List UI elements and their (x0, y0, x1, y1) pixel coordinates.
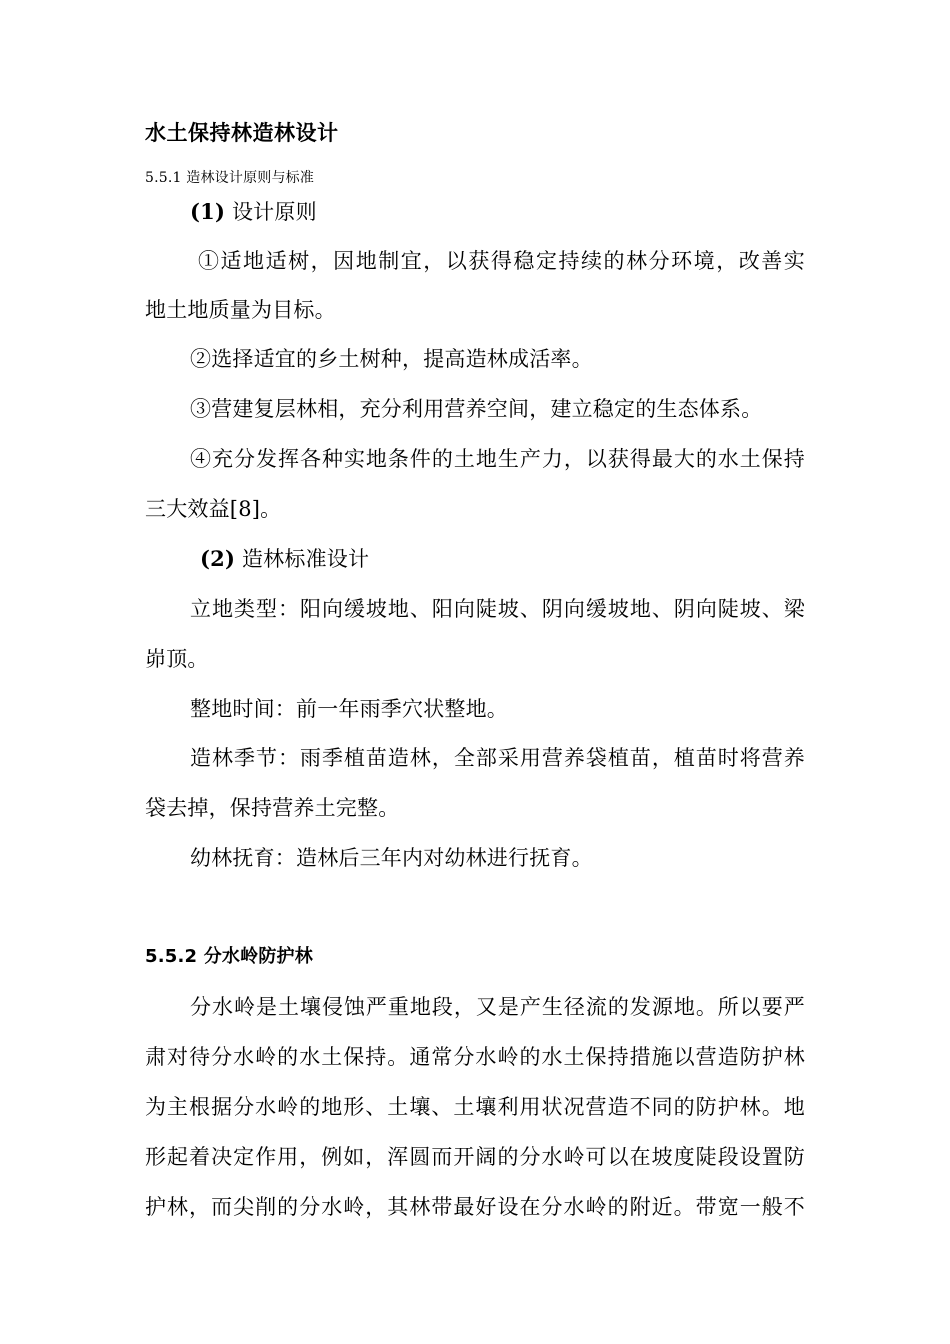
subheading-text: 设计原则 (231, 200, 317, 224)
paragraph-line: 立地类型：阳向缓坡地、阳向陡坡、阴向缓坡地、阴向陡坡、梁 (190, 597, 805, 621)
subheading-number: (2) (200, 546, 236, 571)
paragraph-line: 袋去掉，保持营养土完整。 (145, 796, 400, 820)
subheading-afforestation-standard (200, 544, 369, 574)
paragraph-line: 三大效益[8]。 (145, 497, 282, 521)
paragraph-line: ②选择适宜的乡土树种，提高造林成活率。 (190, 347, 593, 371)
paragraph-line: 为主根据分水岭的地形、土壤、土壤利用状况营造不同的防护林。地 (145, 1095, 805, 1119)
subheading-text: 造林标准设计 (241, 547, 370, 571)
paragraph-line: 分水岭是土壤侵蚀严重地段，又是产生径流的发源地。所以要严 (190, 995, 805, 1019)
section-heading-5-5-1: 5.5.1 造林设计原则与标准 (145, 170, 315, 186)
paragraph-line: 幼林抚育：造林后三年内对幼林进行抚育。 (190, 846, 593, 870)
paragraph-line: 峁顶。 (145, 647, 209, 671)
subheading-number: (1) (190, 199, 226, 224)
paragraph-line: 整地时间：前一年雨季穴状整地。 (190, 697, 508, 721)
paragraph-line: 护林，而尖削的分水岭，其林带最好设在分水岭的附近。带宽一般不 (145, 1195, 805, 1219)
paragraph-line: 造林季节：雨季植苗造林，全部采用营养袋植苗，植苗时将营养 (190, 746, 805, 770)
section-heading-5-5-2: 5.5.2 分水岭防护林 (145, 946, 313, 967)
paragraph-line: ①适地适树，因地制宜，以获得稳定持续的林分环境，改善实 (198, 249, 805, 273)
paragraph-line: ③营建复层林相，充分利用营养空间，建立稳定的生态体系。 (190, 397, 763, 421)
page-title: 水土保持林造林设计 (145, 121, 339, 145)
paragraph-line: 地土地质量为目标。 (145, 298, 336, 322)
paragraph-line: 形起着决定作用，例如，浑圆而开阔的分水岭可以在坡度陡段设置防 (145, 1145, 805, 1169)
paragraph-line: ④充分发挥各种实地条件的土地生产力，以获得最大的水土保持 (190, 447, 805, 471)
subheading-design-principles (190, 197, 317, 227)
paragraph-line: 肃对待分水岭的水土保持。通常分水岭的水土保持措施以营造防护林 (145, 1045, 805, 1069)
